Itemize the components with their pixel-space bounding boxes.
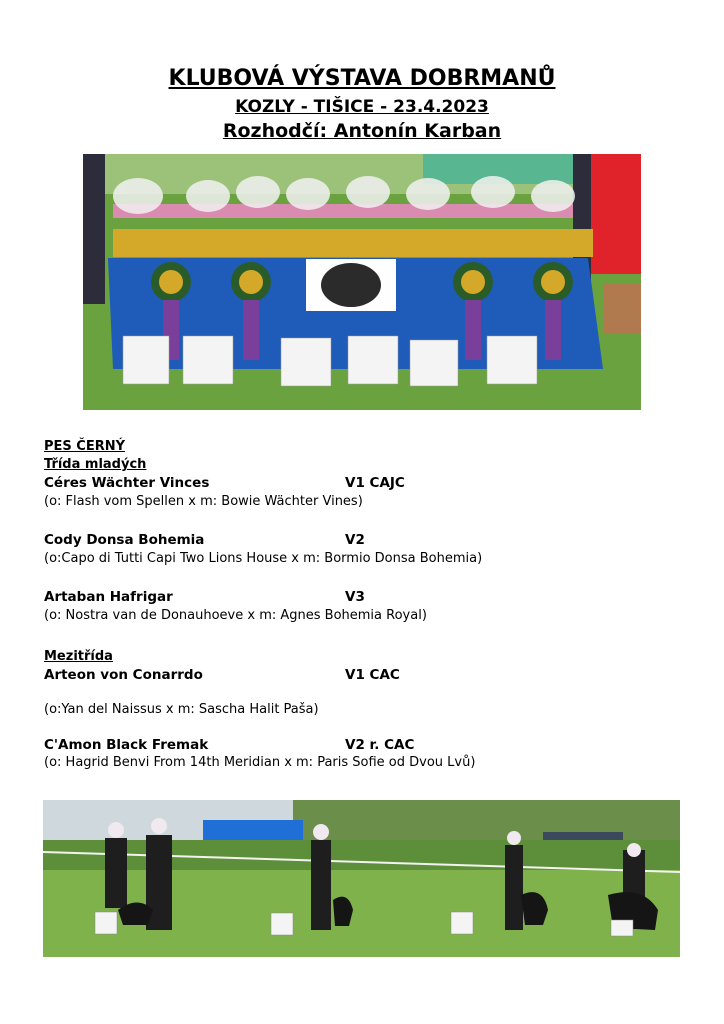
show-ring-photo [43,800,680,957]
dog-name: Céres Wächter Vinces [44,475,210,491]
class-heading-junior: Třída mladých [44,457,147,472]
dog-name: Arteon von Conarrdo [44,667,203,683]
section-heading-black-male: PES ČERNÝ [44,439,126,454]
dog-result: V2 [345,532,365,548]
event-location-date: KOZLY - TIŠICE - 23.4.2023 [235,97,489,117]
dog-result: V1 CAJC [345,475,405,491]
trophy-table-photo [83,154,641,410]
trophy-table-illustration [83,154,641,410]
dog-name: C'Amon Black Fremak [44,737,209,753]
dog-name: Artaban Hafrigar [44,589,173,605]
dog-result: V1 CAC [345,667,400,683]
dog-parents: (o: Hagrid Benvi From 14th Meridian x m: Paris Sofie od Dvou Lvů) [44,755,476,770]
dog-result: V2 r. CAC [345,737,415,753]
class-heading-intermediate: Mezitřída [44,649,113,664]
dog-parents: (o: Flash vom Spellen x m: Bowie Wächter Vines) [44,494,363,509]
judge-name: Rozhodčí: Antonín Karban [222,120,502,142]
show-ring-illustration [43,800,680,957]
dog-name: Cody Donsa Bohemia [44,532,205,548]
dog-parents: (o:Capo di Tutti Capi Two Lions House x m: Bormio Donsa Bohemia) [44,551,483,566]
dog-parents: (o: Nostra van de Donauhoeve x m: Agnes Bohemia Royal) [44,608,427,623]
page-title: KLUBOVÁ VÝSTAVA DOBRMANŮ [168,66,556,91]
dog-result: V3 [345,589,365,605]
dog-parents: (o:Yan del Naissus x m: Sascha Halit Paša) [44,702,319,717]
